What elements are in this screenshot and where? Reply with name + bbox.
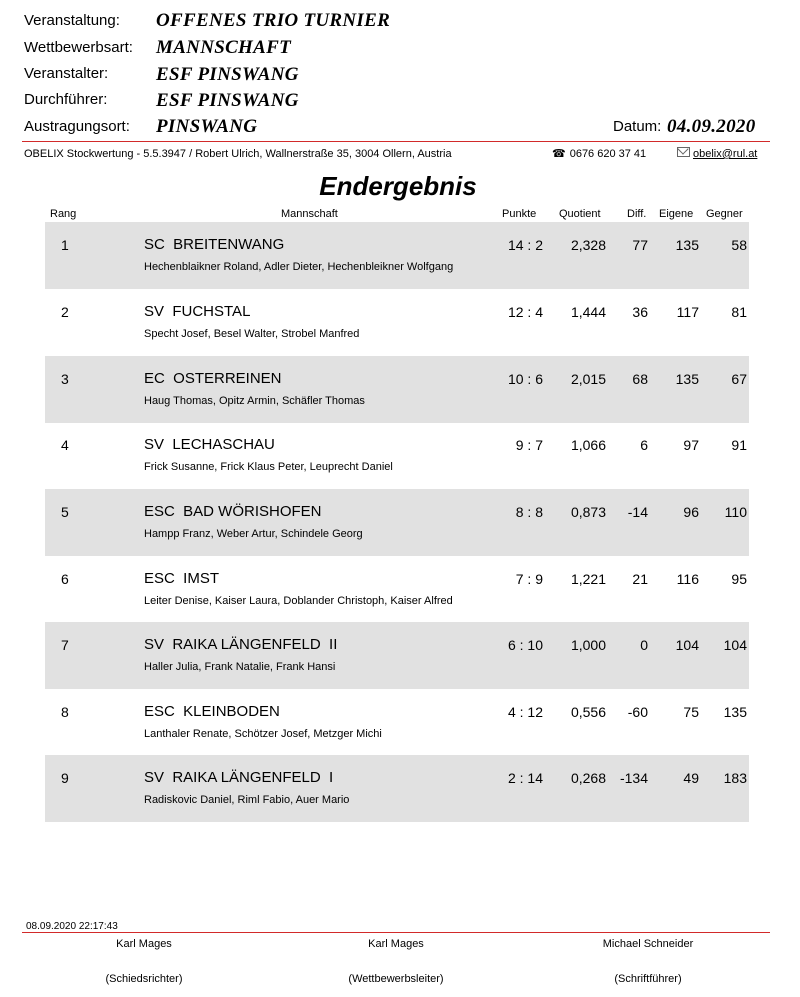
row-rank: 9 <box>61 770 69 786</box>
label-veranstalter: Veranstalter: <box>24 65 109 82</box>
value-austragungsort: PINSWANG <box>156 116 258 137</box>
row-quotient: 1,000 <box>570 637 606 653</box>
row-eigene: 104 <box>675 637 699 653</box>
phone-icon: ☎ <box>552 148 566 160</box>
signature-name-schriftfuehrer: Michael Schneider <box>602 938 694 950</box>
row-players: Specht Josef, Besel Walter, Strobel Manfred <box>144 328 360 340</box>
row-punkte: 7 : 9 <box>515 571 543 587</box>
row-players: Hampp Franz, Weber Artur, Schindele Georg <box>144 528 363 540</box>
row-diff: 6 <box>640 437 648 453</box>
row-rank: 4 <box>61 437 69 453</box>
table-row <box>45 622 749 689</box>
column-header-quotient: Quotient <box>559 208 601 220</box>
row-eigene: 135 <box>675 237 699 253</box>
signature-role-schriftfuehrer: (Schriftführer) <box>614 973 682 985</box>
row-players: Radiskovic Daniel, Riml Fabio, Auer Mario <box>144 794 350 806</box>
footer-divider <box>22 932 770 933</box>
row-eigene: 97 <box>683 437 699 453</box>
row-diff: 21 <box>632 571 648 587</box>
row-quotient: 1,221 <box>570 571 606 587</box>
label-durchfuehrer: Durchführer: <box>24 91 108 108</box>
row-players: Hechenblaikner Roland, Adler Dieter, Hechenbleikner Wolfgang <box>144 261 454 273</box>
row-rank: 3 <box>61 371 69 387</box>
value-veranstaltung: OFFENES TRIO TURNIER <box>156 10 391 31</box>
row-diff: -134 <box>619 770 648 786</box>
table-row <box>45 356 749 423</box>
column-header-punkte: Punkte <box>502 208 537 220</box>
row-diff: 36 <box>632 304 648 320</box>
row-eigene: 75 <box>683 704 699 720</box>
row-rank: 8 <box>61 704 69 720</box>
row-punkte: 4 : 12 <box>507 704 543 720</box>
table-row <box>45 755 749 822</box>
row-team: SV RAIKA LÄNGENFELD II <box>144 636 338 653</box>
row-quotient: 1,066 <box>570 437 606 453</box>
row-quotient: 0,268 <box>570 770 606 786</box>
row-rank: 6 <box>61 571 69 587</box>
value-durchfuehrer: ESF PINSWANG <box>156 90 299 111</box>
table-row <box>45 289 749 356</box>
label-veranstaltung: Veranstaltung: <box>24 12 120 29</box>
page-title: Endergebnis <box>319 171 477 201</box>
column-header-gegner: Gegner <box>706 208 743 220</box>
row-players: Frick Susanne, Frick Klaus Peter, Leuprecht Daniel <box>144 461 393 473</box>
row-players: Lanthaler Renate, Schötzer Josef, Metzger Michi <box>144 728 382 740</box>
row-diff: -14 <box>627 504 648 520</box>
phone-contact <box>552 147 646 160</box>
signature-role-schiedsrichter: (Schiedsrichter) <box>105 973 183 985</box>
row-punkte: 14 : 2 <box>507 237 543 253</box>
row-team: EC OSTERREINEN <box>144 370 282 387</box>
row-players: Leiter Denise, Kaiser Laura, Doblander Christoph, Kaiser Alfred <box>144 595 453 607</box>
signature-name-wettbewerbsleiter: Karl Mages <box>368 938 424 950</box>
row-punkte: 10 : 6 <box>507 371 543 387</box>
row-diff: 77 <box>632 237 648 253</box>
value-veranstalter: ESF PINSWANG <box>156 64 299 85</box>
row-quotient: 0,873 <box>570 504 606 520</box>
row-eigene: 117 <box>676 304 699 320</box>
row-gegner: 104 <box>723 637 747 653</box>
phone-number: 0676 620 37 41 <box>569 148 647 160</box>
header-divider <box>22 141 770 142</box>
row-team: SC BREITENWANG <box>144 236 285 253</box>
row-punkte: 2 : 14 <box>507 770 543 786</box>
row-quotient: 2,328 <box>570 237 606 253</box>
print-timestamp: 08.09.2020 22:17:43 <box>26 921 118 932</box>
row-quotient: 0,556 <box>570 704 606 720</box>
row-quotient: 2,015 <box>570 371 606 387</box>
row-rank: 7 <box>61 637 69 653</box>
table-row <box>45 222 749 289</box>
label-datum: Datum: <box>613 118 662 135</box>
signature-role-wettbewerbsleiter: (Wettbewerbsleiter) <box>348 973 444 985</box>
row-team: ESC IMST <box>144 570 220 587</box>
row-eigene: 49 <box>683 770 699 786</box>
signature-name-schiedsrichter: Karl Mages <box>116 938 172 950</box>
row-diff: -60 <box>627 704 648 720</box>
table-row <box>45 689 749 756</box>
row-team: SV RAIKA LÄNGENFELD I <box>144 769 334 786</box>
row-punkte: 12 : 4 <box>507 304 543 320</box>
row-eigene: 116 <box>676 571 699 587</box>
row-gegner: 91 <box>731 437 747 453</box>
row-rank: 2 <box>61 304 69 320</box>
column-header-diff: Diff. <box>627 208 647 220</box>
row-players: Haller Julia, Frank Natalie, Frank Hansi <box>144 661 336 673</box>
email-contact[interactable] <box>677 147 757 160</box>
row-players: Haug Thomas, Opitz Armin, Schäfler Thomas <box>144 395 365 407</box>
row-punkte: 9 : 7 <box>515 437 543 453</box>
row-gegner: 110 <box>724 504 747 520</box>
row-team: ESC BAD WÖRISHOFEN <box>144 503 322 520</box>
column-header-mannschaft: Mannschaft <box>281 208 338 220</box>
row-eigene: 96 <box>683 504 699 520</box>
row-diff: 0 <box>640 637 648 653</box>
value-datum: 04.09.2020 <box>667 116 756 137</box>
row-diff: 68 <box>632 371 648 387</box>
label-wettbewerbsart: Wettbewerbsart: <box>24 39 133 56</box>
software-info-line: OBELIX Stockwertung - 5.5.3947 / Robert Ulrich, Wallnerstraße 35, 3004 Ollern, Austria <box>24 148 452 160</box>
row-rank: 1 <box>61 237 69 253</box>
value-wettbewerbsart: MANNSCHAFT <box>156 37 291 58</box>
row-punkte: 8 : 8 <box>515 504 543 520</box>
column-header-rang: Rang <box>50 208 77 220</box>
row-gegner: 58 <box>731 237 747 253</box>
envelope-icon <box>677 147 690 157</box>
row-rank: 5 <box>61 504 69 520</box>
label-austragungsort: Austragungsort: <box>24 118 130 135</box>
row-gegner: 67 <box>731 371 747 387</box>
row-gegner: 81 <box>731 304 747 320</box>
row-quotient: 1,444 <box>570 304 606 320</box>
row-punkte: 6 : 10 <box>507 637 543 653</box>
row-gegner: 135 <box>723 704 747 720</box>
email-link[interactable]: obelix@rul.at <box>693 148 758 160</box>
row-gegner: 95 <box>731 571 747 587</box>
table-row <box>45 489 749 556</box>
table-row <box>45 556 749 623</box>
table-row <box>45 422 749 489</box>
row-eigene: 135 <box>675 371 699 387</box>
row-team: ESC KLEINBODEN <box>144 703 280 720</box>
row-gegner: 183 <box>723 770 747 786</box>
row-team: SV LECHASCHAU <box>144 436 275 453</box>
column-header-eigene: Eigene <box>659 208 694 220</box>
row-team: SV FUCHSTAL <box>144 303 251 320</box>
